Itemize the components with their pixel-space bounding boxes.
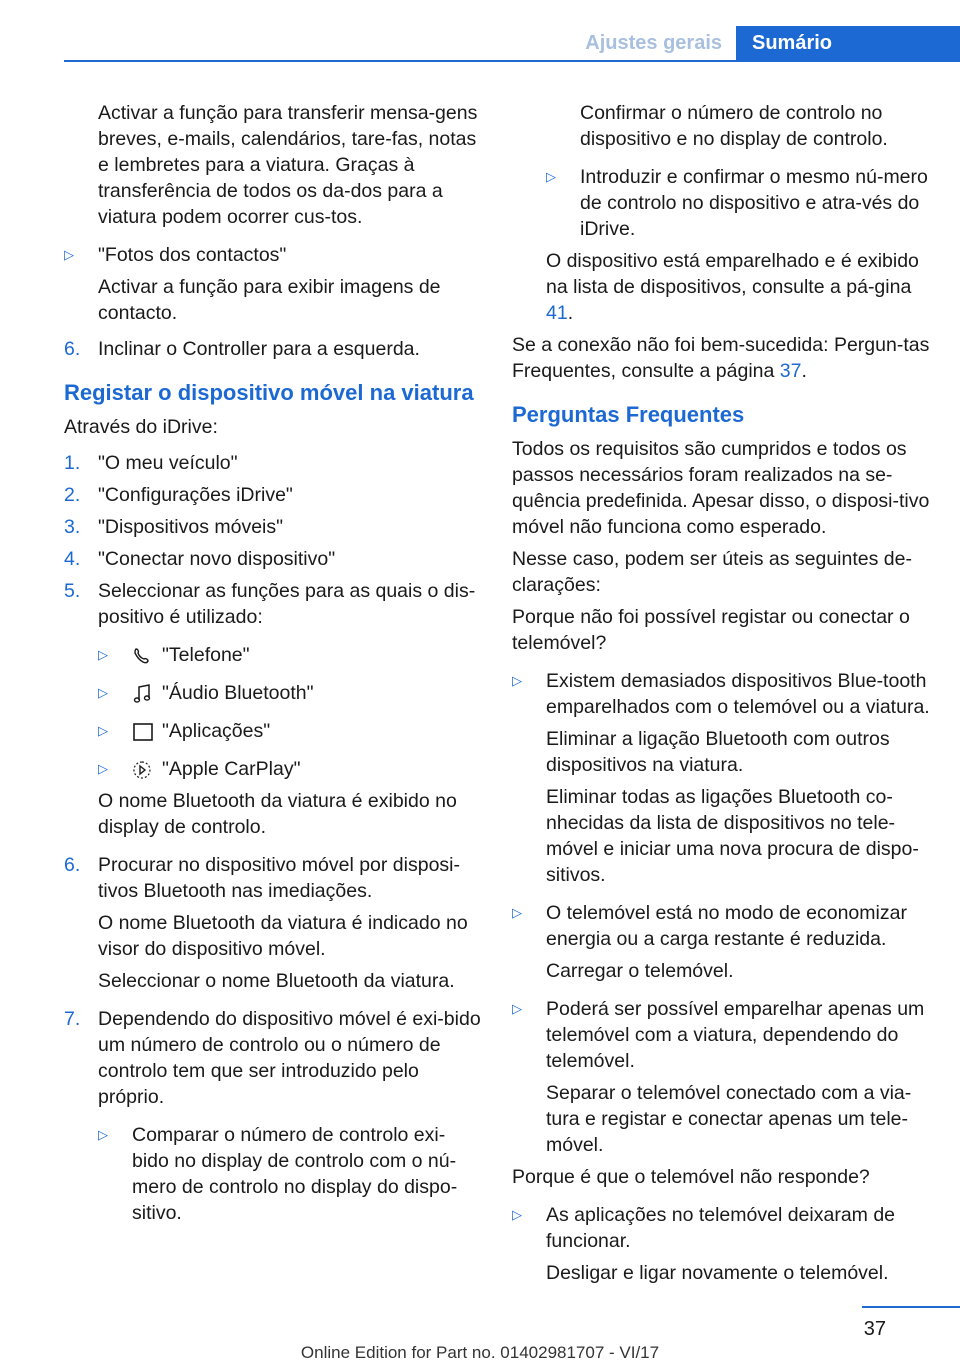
play-circle-icon bbox=[132, 760, 158, 780]
list-item-text: Introduzir e confirmar o mesmo nú-mero de controlo no dispositivo e atra-vés do iDrive. bbox=[580, 166, 928, 240]
list-item bbox=[512, 996, 932, 1074]
page-link-37[interactable]: 37 bbox=[779, 360, 802, 382]
paragraph: Todos os requisitos são cumpridos e todos os passos necessários foram realizados na se-quência predefinida. Apesar disso, o disposi-tivo móvel não funciona como esperado. bbox=[512, 438, 930, 538]
list-item bbox=[512, 1202, 932, 1254]
question: Porque não foi possível registar ou conectar o telemóvel? bbox=[512, 606, 910, 654]
list-item-text: "Dispositivos móveis" bbox=[98, 516, 284, 538]
paragraph: Eliminar todas as ligações Bluetooth co-nhecidas da lista de dispositivos no tele-móvel e iniciar uma nova procura de dispo-sitivos. bbox=[546, 786, 919, 886]
paragraph: O nome Bluetooth da viatura é indicado no visor do dispositivo móvel. bbox=[98, 912, 468, 960]
list-item bbox=[512, 164, 932, 242]
list-item bbox=[64, 578, 482, 630]
paragraph: Eliminar a ligação Bluetooth com outros dispositivos na viatura. bbox=[546, 728, 890, 776]
list-item-text: "Configurações iDrive" bbox=[98, 484, 293, 506]
page-header bbox=[0, 26, 960, 62]
list-item-text: "Apple CarPlay" bbox=[162, 758, 301, 780]
left-column bbox=[64, 100, 482, 1232]
list-item-text: "Aplicações" bbox=[162, 720, 271, 742]
header-rule bbox=[64, 60, 960, 62]
list-item-text: As aplicações no telemóvel deixaram de funcionar. bbox=[546, 1204, 896, 1252]
paragraph: O dispositivo está emparelhado e é exibido na lista de dispositivos, consulte a pá-gina 41. bbox=[546, 250, 919, 324]
paragraph: Desligar e ligar novamente o telemóvel. bbox=[546, 1262, 889, 1284]
list-item-text: "Áudio Bluetooth" bbox=[162, 682, 314, 704]
list-item bbox=[64, 514, 482, 540]
list-item bbox=[64, 1006, 482, 1110]
list-item-text: Inclinar o Controller para a esquerda. bbox=[98, 338, 420, 360]
fail-text: Se a conexão não foi bem-sucedida: Pergun-tas Frequentes, consulte a página bbox=[512, 334, 930, 382]
bullet-triangle-icon: ▷ bbox=[546, 169, 556, 184]
list-item-text: Dependendo do dispositivo móvel é exi-bido um número de controlo ou o número de controlo tem que ser introduzido pelo próprio. bbox=[98, 1008, 481, 1108]
list-item-text: "Fotos dos contactos" bbox=[98, 244, 287, 266]
step-number: 7. bbox=[64, 1008, 81, 1030]
list-item-text: Seleccionar as funções para as quais o dis-positivo é utilizado: bbox=[98, 580, 476, 628]
functions-list bbox=[64, 642, 482, 782]
paragraph: Activar a função para transferir mensa-gens breves, e-mails, calendários, tare-fas, notas e lembretes para a viatura. Graças à transferência de todos os da-dos para a viatura podem ocorrer cus-tos. bbox=[98, 102, 478, 228]
music-note-icon bbox=[132, 683, 158, 705]
page-link-41[interactable]: 41 bbox=[546, 302, 568, 324]
list-item-text: Comparar o número de controlo exi-bido no display de controlo com o nú-mero de controlo no display do dispo-sitivo. bbox=[132, 1124, 458, 1224]
bullet-triangle-icon: ▷ bbox=[512, 905, 522, 920]
list-item bbox=[64, 336, 482, 362]
footer-rule bbox=[862, 1306, 960, 1308]
paragraph: Nesse caso, podem ser úteis as seguintes de-clarações: bbox=[512, 548, 912, 596]
square-icon bbox=[132, 722, 158, 742]
list-item bbox=[64, 718, 482, 744]
bullet-triangle-icon: ▷ bbox=[64, 247, 74, 262]
bullet-triangle-icon: ▷ bbox=[98, 647, 108, 662]
step-number: 6. bbox=[64, 338, 81, 360]
bullet-triangle-icon: ▷ bbox=[98, 761, 108, 776]
step-number: 5. bbox=[64, 580, 81, 602]
paired-text: O dispositivo está emparelhado e é exibido na lista de dispositivos, consulte a pá-gina bbox=[546, 250, 919, 298]
paragraph: Separar o telemóvel conectado com a via-tura e registar e conectar apenas um tele-móvel. bbox=[546, 1082, 912, 1156]
list-item bbox=[64, 1122, 482, 1226]
bullet-triangle-icon: ▷ bbox=[512, 1207, 522, 1222]
bullet-triangle-icon: ▷ bbox=[98, 685, 108, 700]
paragraph: Através do iDrive: bbox=[64, 416, 218, 438]
bullet-triangle-icon: ▷ bbox=[98, 723, 108, 738]
step-number: 6. bbox=[64, 854, 81, 876]
edition-note: Online Edition for Part no. 01402981707 - VI/17 bbox=[300, 1343, 660, 1362]
page-number: 37 bbox=[863, 1318, 886, 1340]
list-item-text: Existem demasiados dispositivos Blue-tooth emparelhados com o telemóvel ou a viatura. bbox=[546, 670, 930, 718]
paragraph: Confirmar o número de controlo no dispositivo e no display de controlo. bbox=[580, 102, 888, 150]
step-number: 4. bbox=[64, 548, 81, 570]
paragraph: Se a conexão não foi bem-sucedida: Pergun-tas Frequentes, consulte a página 37. bbox=[512, 334, 930, 382]
step-number: 1. bbox=[64, 452, 81, 474]
list-item bbox=[64, 482, 482, 508]
list-item bbox=[64, 450, 482, 476]
paragraph: Seleccionar o nome Bluetooth da viatura. bbox=[98, 970, 455, 992]
list-item-text: Poderá ser possível emparelhar apenas um telemóvel com a viatura, dependendo do telemóvel. bbox=[546, 998, 925, 1072]
step-number: 3. bbox=[64, 516, 81, 538]
paragraph: O nome Bluetooth da viatura é exibido no display de controlo. bbox=[98, 790, 457, 838]
right-column bbox=[512, 100, 932, 1292]
list-item bbox=[64, 852, 482, 904]
header-summary-tab[interactable]: Sumário bbox=[736, 26, 960, 62]
list-item-text: "O meu veículo" bbox=[98, 452, 238, 474]
list-item bbox=[64, 642, 482, 668]
bullet-triangle-icon: ▷ bbox=[512, 673, 522, 688]
paragraph: Carregar o telemóvel. bbox=[546, 960, 734, 982]
step-number: 2. bbox=[64, 484, 81, 506]
list-item-text: "Conectar novo dispositivo" bbox=[98, 548, 336, 570]
list-item bbox=[64, 680, 482, 706]
list-item bbox=[64, 546, 482, 572]
list-item bbox=[64, 756, 482, 782]
section-heading: Perguntas Frequentes bbox=[512, 402, 745, 427]
bullet-triangle-icon: ▷ bbox=[512, 1001, 522, 1016]
list-item bbox=[512, 668, 932, 720]
section-heading: Registar o dispositivo móvel na viatura bbox=[64, 380, 474, 405]
header-section-link[interactable]: Ajustes gerais bbox=[585, 32, 722, 54]
list-item-text: O telemóvel está no modo de economizar energia ou a carga restante é reduzida. bbox=[546, 902, 907, 950]
phone-icon bbox=[132, 646, 158, 666]
bullet-triangle-icon: ▷ bbox=[98, 1127, 108, 1142]
paragraph: Activar a função para exibir imagens de contacto. bbox=[98, 276, 441, 324]
steps-list bbox=[64, 450, 482, 630]
q1-list bbox=[512, 668, 932, 1158]
list-item-text: "Telefone" bbox=[162, 644, 250, 666]
question: Porque é que o telemóvel não responde? bbox=[512, 1166, 870, 1188]
list-item bbox=[64, 242, 482, 268]
list-item-text: Procurar no dispositivo móvel por disposi-tivos Bluetooth nas imediações. bbox=[98, 854, 460, 902]
list-item bbox=[512, 900, 932, 952]
